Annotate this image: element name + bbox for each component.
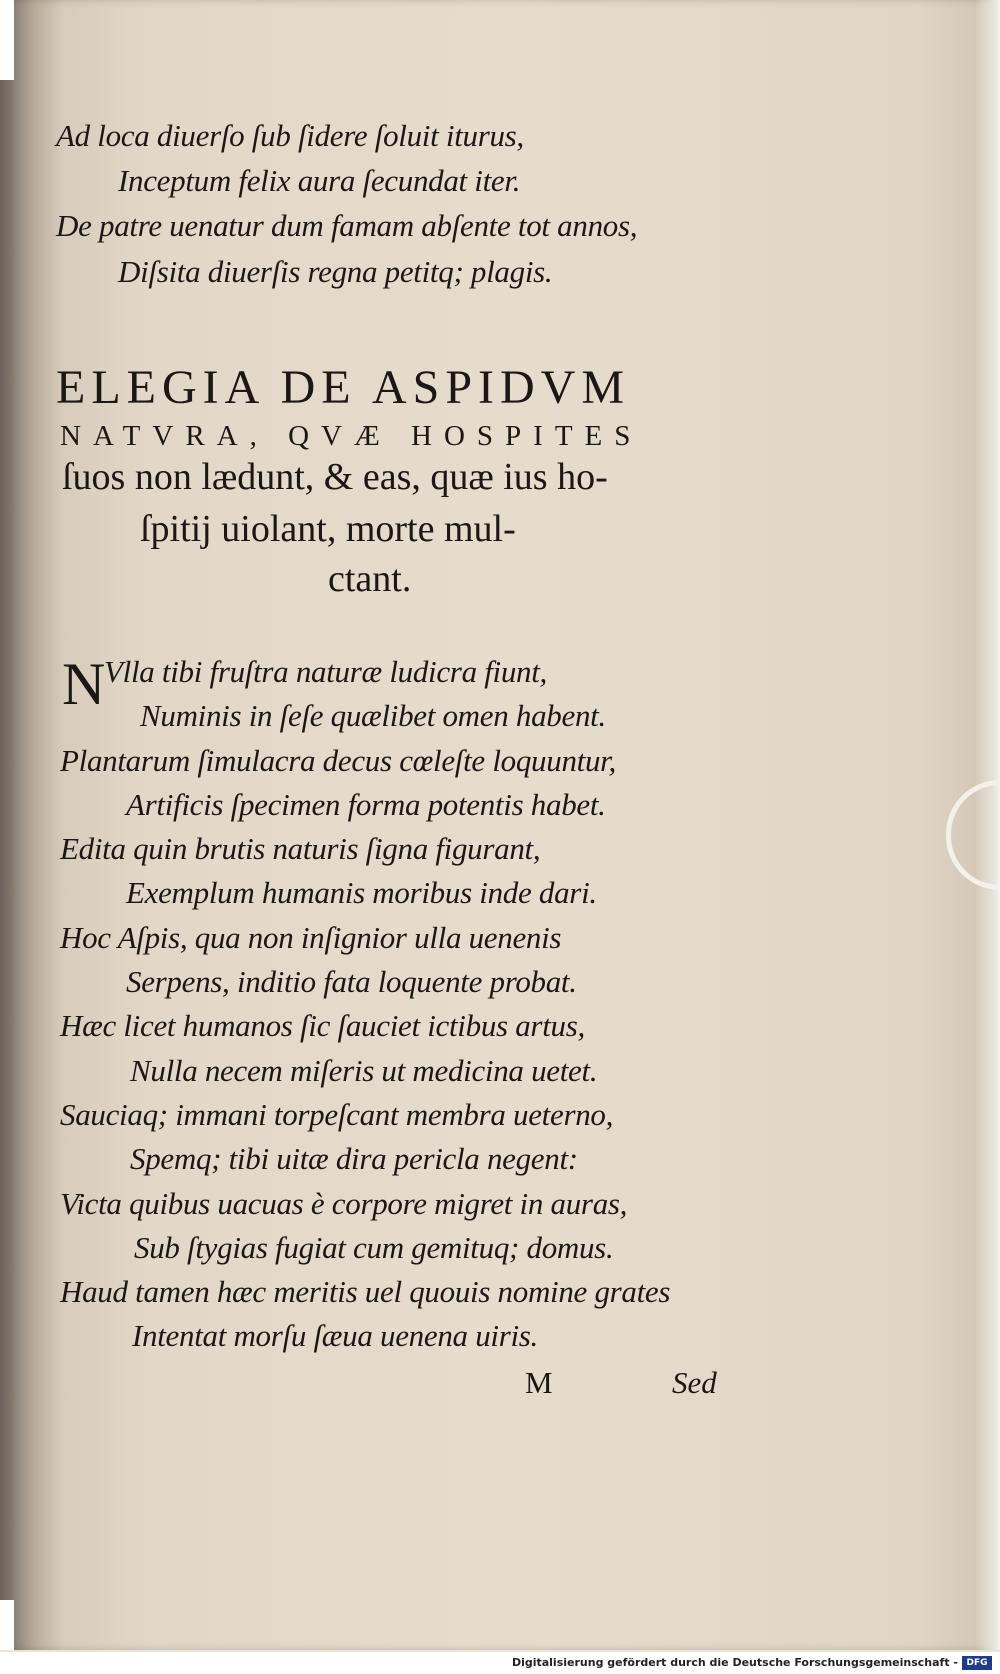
verse-line: Spemq; tibi uitæ dira pericla negent: [130, 1141, 578, 1176]
heading-line: ctant. [328, 558, 412, 600]
verse-line: Inceptum felix aura ſecundat iter. [118, 163, 521, 198]
verse-line: Plantarum ſimulacra decus cœleſte loquuntur, [60, 743, 616, 778]
verse-line: Sauciaq; immani torpeſcant membra ueterno, [60, 1097, 614, 1132]
drop-capital: N [62, 651, 106, 717]
verse-line: Numinis in ſeſe quælibet omen habent. [140, 698, 606, 733]
verse-line: Diſsita diuerſis regna petitq; plagis. [118, 254, 553, 289]
verse-line: Hæc licet humanos ſic ſauciet ictibus artus, [60, 1008, 585, 1043]
verse-line: Edita quin brutis naturis ſigna figurant, [60, 831, 541, 866]
heading-line: NATVRA, QVÆ HOSPITES [60, 420, 643, 452]
verse-line: Serpens, inditio fata loquente probat. [126, 964, 577, 999]
footer-credit: Digitalisierung gefördert durch die Deutsche Forschungsgemeinschaft - [511, 1656, 958, 1669]
heading-line: ſuos non lædunt, & eas, quæ ius ho- [62, 456, 608, 498]
catchword: Sed [672, 1365, 717, 1400]
dfg-logo: DFG [962, 1656, 992, 1670]
verse-line: Nulla necem miſeris ut medicina uetet. [130, 1053, 598, 1088]
book-page [14, 0, 999, 1650]
verse-line: Vlla tibi fruſtra naturæ ludicra fiunt, [104, 654, 548, 689]
footer-bar [0, 1652, 1000, 1674]
verse-line: Artificis ſpecimen forma potentis habet. [126, 787, 606, 822]
verse-line: Intentat morſu ſæua uenena uiris. [132, 1318, 538, 1353]
verse-line: Exemplum humanis moribus inde dari. [126, 875, 597, 910]
verse-line: Haud tamen hæc meritis uel quouis nomine grates [60, 1274, 671, 1309]
verse-line: Sub ſtygias fugiat cum gemituq; domus. [134, 1230, 614, 1265]
verse-line: Victa quibus uacuas è corpore migret in auras, [60, 1186, 628, 1221]
verse-line: Hoc Aſpis, qua non inſignior ulla uenenis [60, 920, 562, 955]
heading-line: ſpitij uiolant, morte mul- [140, 508, 516, 550]
heading-line: ELEGIA DE ASPIDVM [56, 361, 631, 414]
verse-line: Ad loca diuerſo ſub ſidere ſoluit iturus, [56, 118, 524, 153]
signature-mark: M [525, 1365, 553, 1400]
verse-line: De patre uenatur dum famam abſente tot annos, [56, 208, 638, 243]
